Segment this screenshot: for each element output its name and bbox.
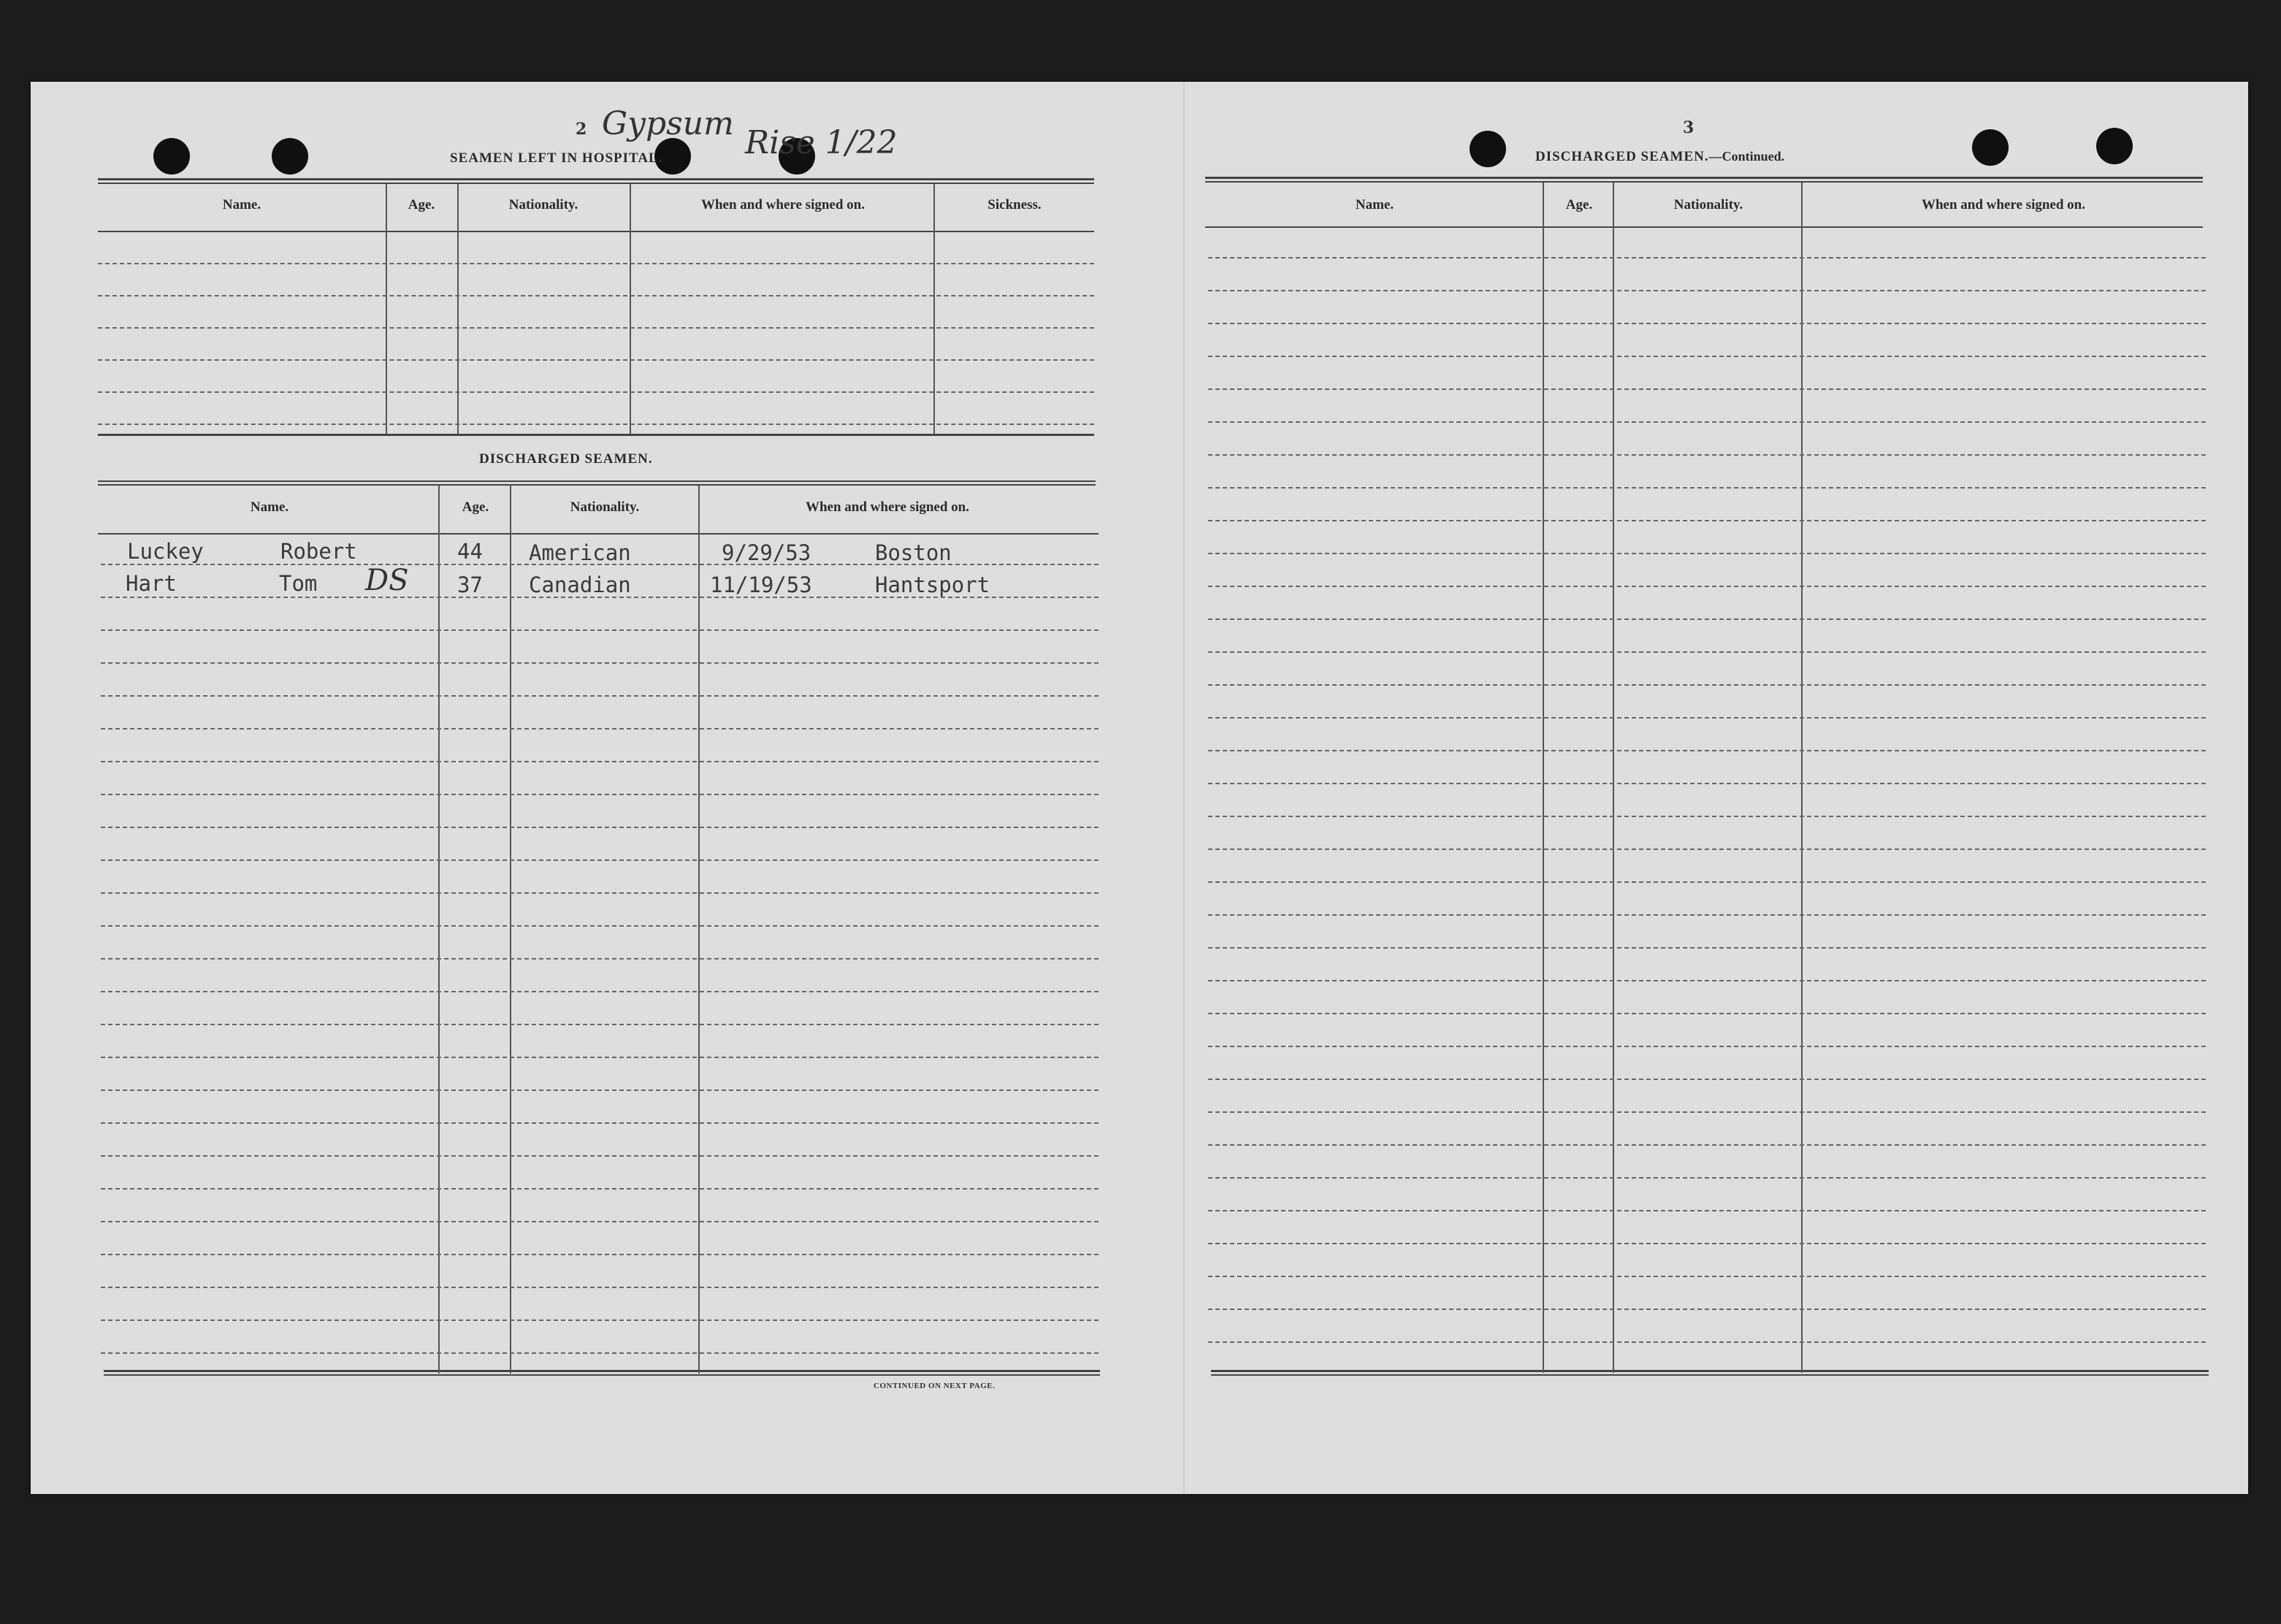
discharged-bottom-rule [104, 1370, 1100, 1372]
entry-line [1208, 881, 2206, 883]
hospital-col-divider [457, 184, 459, 434]
entry-line [1208, 980, 2206, 981]
discharged-top-rule [98, 480, 1096, 482]
entry-line [1208, 783, 2206, 784]
entry-line [101, 958, 1099, 960]
entry-line [1208, 1309, 2206, 1310]
hospital-col-nationality: Nationality. [508, 197, 578, 212]
right-col-divider [1801, 183, 1803, 1373]
entry-line [1208, 849, 2206, 850]
right-top-rule-2 [1205, 181, 2203, 183]
entry-line [98, 391, 1094, 393]
entry-line [1208, 454, 2206, 456]
entry-line [1208, 717, 2206, 719]
hospital-top-rule-2 [98, 183, 1094, 184]
entry-line [98, 359, 1094, 361]
hospital-col-divider [630, 184, 631, 434]
seaman-surname: Hart [126, 571, 177, 596]
left-page-number: 2 [576, 120, 587, 139]
entry-line [1208, 356, 2206, 357]
punch-hole [1470, 131, 1506, 167]
entry-line [101, 564, 1099, 565]
entry-line [1208, 651, 2206, 653]
right-top-rule [1205, 177, 2203, 179]
document-sheet [31, 82, 2248, 1494]
seaman-signed-place: Boston [875, 540, 952, 565]
entry-line [1208, 520, 2206, 521]
handwritten-annotation: Rise 1/22 [745, 124, 898, 161]
entry-line [101, 1188, 1099, 1190]
entry-line [101, 892, 1099, 894]
seaman-surname: Luckey [127, 539, 204, 564]
entry-line [101, 662, 1099, 664]
entry-line [1208, 914, 2206, 916]
seaman-signed-date: 9/29/53 [722, 540, 811, 565]
entry-line [101, 761, 1099, 762]
entry-line [98, 295, 1094, 296]
right-bottom-rule [1211, 1370, 2209, 1372]
entry-line [101, 827, 1099, 828]
discharged-header-rule [98, 533, 1099, 535]
seaman-age: 37 [457, 572, 483, 597]
entry-line [1208, 1144, 2206, 1146]
discharged-col-divider [438, 486, 440, 1374]
entry-line [1208, 388, 2206, 390]
entry-line [1208, 1276, 2206, 1277]
discharged-top-rule-2 [98, 484, 1096, 486]
hospital-col-divider [933, 184, 935, 434]
punch-hole [272, 138, 308, 175]
hospital-top-rule [98, 178, 1094, 180]
entry-line [101, 1352, 1099, 1354]
entry-line [1208, 553, 2206, 554]
entry-line [1208, 1341, 2206, 1343]
seaman-given-name: Tom [279, 571, 318, 596]
entry-line [98, 424, 1094, 425]
entry-line [1208, 1177, 2206, 1179]
entry-line [101, 1155, 1099, 1157]
continued-section-title-suffix: —Continued. [1708, 149, 1785, 164]
entry-line [98, 263, 1094, 264]
entry-line [1208, 586, 2206, 587]
entry-line [1208, 257, 2206, 258]
entry-line [101, 1254, 1099, 1255]
entry-line [101, 728, 1099, 729]
discharged-col-divider [698, 486, 700, 1374]
discharged-col-signed-on: When and where signed on. [805, 499, 969, 515]
entry-line [1208, 618, 2206, 620]
continued-note: CONTINUED ON NEXT PAGE. [874, 1382, 996, 1390]
seaman-nationality: American [529, 540, 631, 565]
handwritten-vessel-name: Gypsum [602, 105, 734, 142]
hospital-col-divider [386, 184, 387, 434]
entry-line [1208, 1079, 2206, 1080]
handwritten-mark: DS [365, 564, 409, 597]
hospital-col-signed-on: When and where signed on. [700, 197, 865, 212]
right-col-divider [1613, 183, 1614, 1373]
continued-section-title [1535, 149, 1784, 165]
entry-line [1208, 323, 2206, 324]
seaman-nationality: Canadian [529, 572, 631, 597]
discharged-bottom-rule-2 [104, 1374, 1100, 1376]
entry-line [1208, 1046, 2206, 1047]
entry-line [1208, 290, 2206, 291]
entry-line [101, 794, 1099, 795]
right-col-age: Age. [1565, 197, 1593, 212]
entry-line [98, 327, 1094, 329]
continued-section-title-text: DISCHARGED SEAMEN. [1535, 149, 1709, 164]
entry-line [1208, 1013, 2206, 1014]
entry-line [101, 859, 1099, 861]
entry-line [101, 1287, 1099, 1288]
right-col-divider [1543, 183, 1544, 1373]
right-header-rule [1205, 226, 2203, 228]
hospital-col-age: Age. [408, 197, 435, 212]
entry-line [101, 991, 1099, 992]
hospital-col-name: Name. [222, 197, 261, 212]
seaman-signed-date: 11/19/53 [710, 572, 812, 597]
right-bottom-rule-2 [1211, 1374, 2209, 1376]
seaman-age: 44 [457, 539, 483, 564]
entry-line [1208, 487, 2206, 489]
entry-line [101, 695, 1099, 697]
page-fold [1183, 82, 1185, 1494]
discharged-col-name: Name. [250, 499, 289, 515]
right-page-number: 3 [1683, 118, 1694, 137]
hospital-col-sickness: Sickness. [987, 197, 1042, 212]
discharged-col-divider [510, 486, 511, 1374]
entry-line [101, 597, 1099, 598]
seaman-signed-place: Hantsport [875, 572, 990, 597]
punch-hole [153, 138, 190, 175]
entry-line [1208, 684, 2206, 686]
entry-line [101, 1057, 1099, 1058]
hospital-section-title: SEAMEN LEFT IN HOSPITAL. [450, 150, 663, 166]
right-col-signed-on: When and where signed on. [1921, 197, 2085, 212]
hospital-header-rule [98, 231, 1094, 232]
entry-line [101, 1024, 1099, 1025]
entry-line [101, 925, 1099, 927]
right-col-name: Name. [1355, 197, 1394, 212]
punch-hole [2096, 128, 2133, 164]
entry-line [101, 1320, 1099, 1321]
discharged-section-title: DISCHARGED SEAMEN. [479, 451, 653, 467]
entry-line [101, 1089, 1099, 1091]
entry-line [1208, 1210, 2206, 1211]
hospital-bottom-rule [98, 434, 1094, 436]
punch-hole [1972, 129, 2009, 166]
entry-line [1208, 947, 2206, 949]
entry-line [1208, 421, 2206, 423]
seaman-given-name: Robert [280, 539, 357, 564]
right-col-nationality: Nationality. [1673, 197, 1743, 212]
entry-line [1208, 1111, 2206, 1113]
entry-line [101, 1221, 1099, 1222]
entry-line [1208, 750, 2206, 751]
entry-line [101, 1122, 1099, 1124]
entry-line [1208, 1243, 2206, 1244]
entry-line [1208, 816, 2206, 817]
entry-line [101, 629, 1099, 631]
discharged-col-nationality: Nationality. [570, 499, 640, 515]
discharged-col-age: Age. [462, 499, 489, 515]
